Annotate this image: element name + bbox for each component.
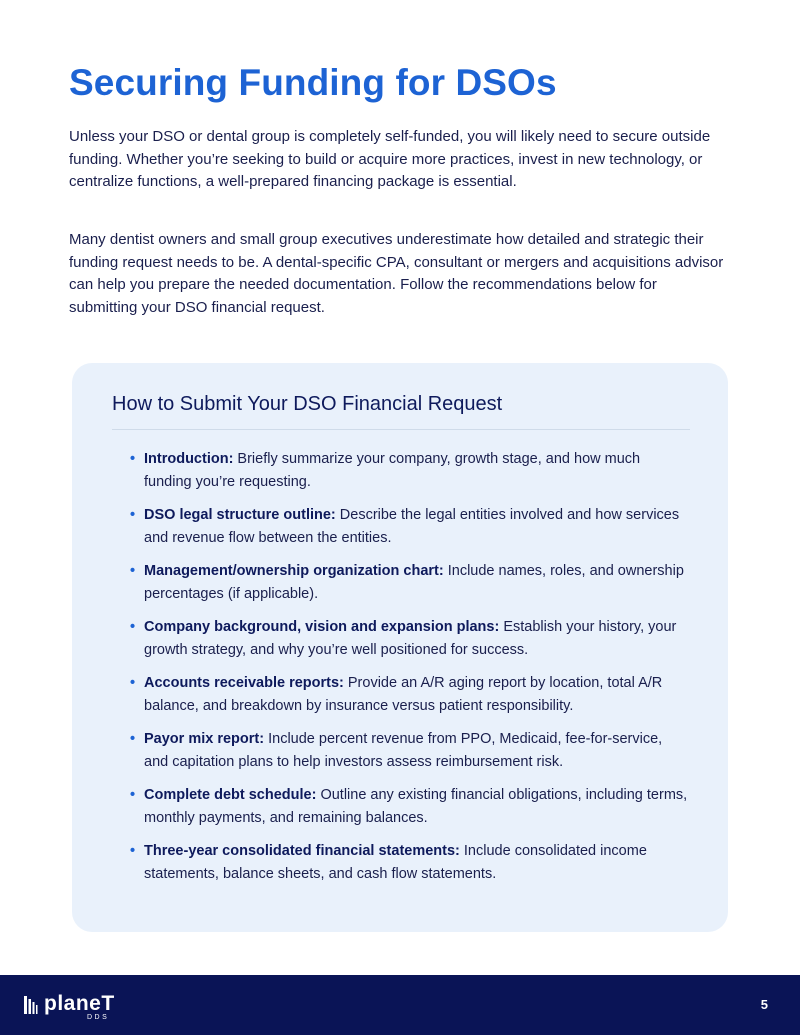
intro-paragraph-2: Many dentist owners and small group executives underestimate how detailed and strategic their funding request needs to be. A dental-specific CPA, consultant or mergers and acquisitions advisor can help you prepare the needed documentation. Follow the recommendations below for submitting your DSO financial request. xyxy=(69,231,724,316)
panel-title: How to Submit Your DSO Financial Request xyxy=(112,393,503,415)
list-item xyxy=(130,728,690,773)
item-term: Accounts receivable reports: xyxy=(144,675,344,691)
list-item xyxy=(130,840,690,885)
item-text: Outline any existing financial obligations, including terms, monthly payments, and remaining balances. xyxy=(144,787,688,826)
page-title: Securing Funding for DSOs xyxy=(69,62,557,103)
item-term: Three-year consolidated financial statements: xyxy=(144,843,460,859)
item-term: DSO legal structure outline: xyxy=(144,507,336,523)
item-text: Establish your history, your growth strategy, and why you’re well positioned for success. xyxy=(144,619,677,658)
bullet-icon: • xyxy=(130,843,136,859)
planet-dds-logo xyxy=(24,993,124,1023)
item-term: Payor mix report: xyxy=(144,731,265,747)
list-item xyxy=(130,784,690,829)
page-number: 5 xyxy=(760,997,768,1012)
item-term: Complete debt schedule: xyxy=(144,787,317,803)
list-item xyxy=(130,672,690,717)
financial-request-panel xyxy=(72,363,728,932)
bullet-icon: • xyxy=(130,451,136,467)
request-checklist xyxy=(130,448,690,896)
item-text: Include names, roles, and ownership percentages (if applicable). xyxy=(144,563,684,602)
item-text: Include percent revenue from PPO, Medicaid, fee-for-service, and capitation plans to help investors assess reimbursement risk. xyxy=(144,731,663,770)
planet-dds-bars-icon xyxy=(24,996,40,1014)
bullet-icon: • xyxy=(130,787,136,803)
item-text: Briefly summarize your company, growth stage, and how much funding you’re requesting. xyxy=(144,451,641,490)
item-term: Company background, vision and expansion plans: xyxy=(144,619,500,635)
panel-divider xyxy=(112,429,690,430)
list-item xyxy=(130,616,690,661)
item-term: Management/ownership organization chart: xyxy=(144,563,444,579)
bullet-icon: • xyxy=(130,507,136,523)
item-term: Introduction: xyxy=(144,451,234,467)
intro-paragraph-1: Unless your DSO or dental group is completely self-funded, you will likely need to secure outside funding. Whether you’re seeking to build or acquire more practices, invest in new technology, or centralize functions, a well-prepared financing package is essential. xyxy=(69,128,711,190)
item-text: Provide an A/R aging report by location, total A/R balance, and breakdown by insurance versus patient responsibility. xyxy=(144,675,663,714)
page-footer xyxy=(0,975,800,1035)
logo-wordmark: planeT xyxy=(44,992,115,1015)
list-item xyxy=(130,448,690,493)
list-item xyxy=(130,560,690,605)
item-text: Describe the legal entities involved and how services and revenue flow between the entities. xyxy=(144,507,680,546)
bullet-icon: • xyxy=(130,563,136,579)
list-item xyxy=(130,504,690,549)
bullet-icon: • xyxy=(130,675,136,691)
logo-subtitle: DDS xyxy=(87,1014,110,1021)
item-text: Include consolidated income statements, balance sheets, and cash flow statements. xyxy=(144,843,647,882)
bullet-icon: • xyxy=(130,731,136,747)
bullet-icon: • xyxy=(130,619,136,635)
